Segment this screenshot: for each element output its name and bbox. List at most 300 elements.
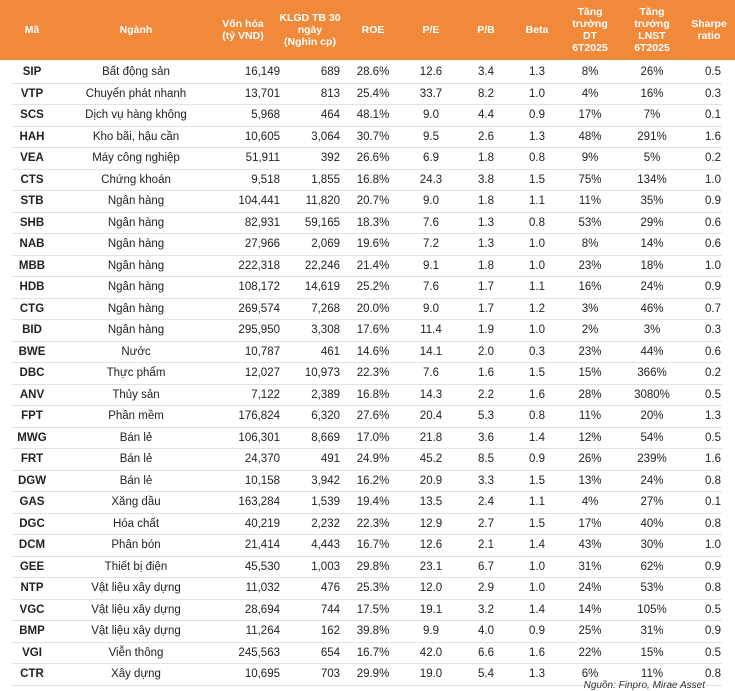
cell-tang-truong-dt: 17%: [578, 517, 602, 530]
cell-tang-truong-lnst: 30%: [640, 539, 664, 551]
cell-von-hoa: 108,172: [238, 281, 280, 293]
cell-nganh: Thực phẩm: [106, 367, 166, 379]
cell-tang-truong-lnst: 291%: [637, 130, 667, 143]
cell-klgd: 703: [320, 668, 340, 680]
cell-beta: 0.8: [529, 410, 545, 422]
cell-nganh: Ngân hàng: [107, 302, 165, 315]
cell-klgd: 11,820: [305, 195, 340, 207]
cell-nganh: Thiết bị điện: [104, 560, 168, 573]
cell-ma: BMP: [19, 625, 45, 637]
cell-tang-truong-dt: 8%: [581, 238, 599, 250]
cell-pe: 7.6: [423, 281, 439, 293]
cell-beta: 1.4: [529, 539, 545, 551]
cell-von-hoa: 176,824: [238, 410, 280, 422]
cell-von-hoa: 45,530: [244, 560, 280, 573]
cell-tang-truong-dt: 15%: [578, 367, 602, 379]
cell-von-hoa: 11,264: [245, 625, 280, 637]
cell-roe: 19.4%: [356, 496, 390, 508]
cell-ma: VEA: [20, 152, 44, 164]
cell-beta: 1.0: [529, 259, 545, 272]
cell-von-hoa: 13,701: [244, 87, 280, 100]
cell-pb: 8.2: [478, 87, 494, 100]
cell-pb: 1.6: [478, 367, 494, 379]
cell-tang-truong-lnst: 31%: [640, 625, 664, 637]
cell-von-hoa: 24,370: [244, 453, 280, 465]
header-tang-truong-dt: Tăng trưởng DT 6T2025: [572, 6, 608, 54]
cell-tang-truong-lnst: 18%: [640, 259, 664, 272]
cell-ma: STB: [20, 195, 44, 207]
cell-beta: 1.0: [529, 324, 545, 336]
cell-tang-truong-dt: 16%: [578, 281, 602, 293]
cell-tang-truong-dt: 28%: [578, 388, 602, 401]
cell-pb: 6.7: [478, 560, 494, 573]
cell-tang-truong-dt: 53%: [578, 216, 602, 229]
cell-klgd: 3,942: [311, 474, 340, 487]
cell-tang-truong-lnst: 3%: [643, 324, 661, 336]
cell-klgd: 162: [320, 625, 340, 637]
cell-sharpe: 1.0: [705, 539, 721, 551]
cell-pe: 13.5: [419, 496, 443, 508]
cell-roe: 14.6%: [356, 345, 390, 358]
cell-beta: 1.5: [529, 474, 545, 487]
cell-tang-truong-lnst: 46%: [640, 302, 664, 315]
cell-nganh: Ngân hàng: [107, 281, 165, 293]
cell-beta: 1.2: [529, 302, 545, 315]
cell-roe: 25.3%: [356, 582, 390, 594]
cell-beta: 1.0: [529, 238, 545, 250]
cell-tang-truong-lnst: 35%: [640, 195, 664, 207]
cell-pb: 3.6: [478, 431, 494, 444]
cell-nganh: Xây dựng: [111, 668, 161, 680]
cell-sharpe: 0.5: [705, 646, 721, 659]
cell-pe: 19.1: [419, 603, 443, 616]
cell-klgd: 22,246: [304, 259, 340, 272]
table-row: [12, 213, 722, 235]
table-row: [12, 320, 722, 342]
cell-pb: 2.9: [478, 582, 494, 594]
cell-beta: 0.3: [529, 345, 545, 358]
cell-tang-truong-lnst: 44%: [640, 345, 664, 358]
cell-roe: 29.8%: [356, 560, 390, 573]
cell-pe: 19.0: [419, 668, 443, 680]
cell-von-hoa: 106,301: [238, 431, 280, 444]
cell-pb: 1.8: [478, 195, 494, 207]
cell-pb: 6.6: [478, 646, 494, 659]
cell-pe: 24.3: [419, 173, 443, 186]
cell-nganh: Xăng dầu: [111, 496, 161, 508]
cell-nganh: Dịch vụ hàng không: [85, 109, 187, 121]
cell-roe: 18.3%: [356, 216, 390, 229]
cell-pb: 3.8: [478, 173, 494, 186]
cell-ma: DGC: [19, 517, 45, 530]
header-von-hoa: Vốn hóa (tỷ VND): [222, 18, 264, 42]
cell-von-hoa: 10,695: [244, 668, 280, 680]
cell-klgd: 2,389: [311, 388, 340, 401]
table-row: [12, 449, 722, 471]
cell-tang-truong-dt: 4%: [581, 496, 599, 508]
cell-klgd: 6,320: [311, 410, 340, 422]
table-row: [12, 428, 722, 450]
cell-klgd: 689: [320, 66, 340, 78]
cell-tang-truong-dt: 14%: [578, 603, 602, 616]
cell-klgd: 461: [320, 345, 340, 358]
cell-von-hoa: 163,284: [238, 496, 280, 508]
cell-beta: 0.8: [529, 216, 545, 229]
cell-sharpe: 0.2: [705, 367, 721, 379]
cell-tang-truong-lnst: 134%: [637, 173, 667, 186]
table-row: [12, 62, 722, 84]
cell-sharpe: 0.3: [705, 87, 721, 100]
cell-pe: 33.7: [419, 87, 443, 100]
cell-roe: 17.5%: [356, 603, 390, 616]
cell-beta: 1.0: [529, 560, 545, 573]
cell-beta: 1.1: [529, 496, 545, 508]
table-row: [12, 148, 722, 170]
cell-ma: BWE: [18, 345, 46, 358]
cell-pe: 9.9: [423, 625, 439, 637]
cell-nganh: Kho bãi, hậu cần: [92, 130, 180, 143]
table-row: [12, 406, 722, 428]
cell-pe: 20.4: [419, 410, 443, 422]
cell-sharpe: 0.3: [705, 324, 721, 336]
cell-sharpe: 0.2: [705, 152, 721, 164]
cell-klgd: 7,268: [311, 302, 340, 315]
cell-von-hoa: 245,563: [238, 646, 280, 659]
cell-beta: 1.3: [529, 130, 545, 143]
cell-beta: 1.5: [529, 367, 545, 379]
cell-beta: 1.0: [529, 582, 545, 594]
cell-ma: CTG: [19, 302, 45, 315]
cell-tang-truong-lnst: 62%: [640, 560, 664, 573]
table-row: [12, 621, 722, 643]
cell-roe: 20.0%: [356, 302, 390, 315]
cell-pe: 20.9: [419, 474, 443, 487]
cell-pb: 3.2: [478, 603, 494, 616]
cell-nganh: Bán lẻ: [119, 431, 153, 444]
cell-ma: VGI: [22, 646, 42, 659]
cell-pb: 1.7: [478, 281, 494, 293]
table-row: [12, 471, 722, 493]
cell-tang-truong-lnst: 105%: [637, 603, 667, 616]
table-row: [12, 363, 722, 385]
cell-roe: 20.7%: [356, 195, 390, 207]
header-tang-truong-lnst: Tăng trưởng LNST 6T2025: [634, 6, 670, 54]
table-row: [12, 105, 722, 127]
cell-tang-truong-dt: 26%: [578, 453, 602, 465]
cell-ma: BID: [22, 324, 42, 336]
cell-tang-truong-dt: 3%: [581, 302, 599, 315]
cell-roe: 22.3%: [356, 367, 390, 379]
header-nganh: Ngành: [119, 24, 153, 36]
cell-klgd: 59,165: [304, 216, 340, 229]
table-row: [12, 191, 722, 213]
cell-pe: 9.5: [423, 130, 439, 143]
table-row: [12, 299, 722, 321]
cell-pe: 45.2: [419, 453, 443, 465]
cell-klgd: 1,539: [311, 496, 340, 508]
cell-tang-truong-lnst: 53%: [640, 582, 664, 594]
cell-beta: 1.3: [529, 66, 545, 78]
cell-tang-truong-dt: 31%: [578, 560, 602, 573]
cell-sharpe: 0.9: [705, 625, 721, 637]
cell-klgd: 3,064: [311, 130, 340, 143]
cell-pb: 1.7: [478, 302, 494, 315]
cell-von-hoa: 28,694: [244, 603, 280, 616]
cell-pb: 5.4: [478, 668, 494, 680]
header-klgd: KLGD TB 30 ngày (Nghìn cp): [279, 12, 341, 48]
cell-ma: SCS: [20, 109, 44, 121]
cell-von-hoa: 40,219: [244, 517, 280, 530]
cell-beta: 1.1: [529, 281, 545, 293]
cell-roe: 17.6%: [356, 324, 390, 336]
cell-pe: 12.6: [419, 539, 443, 551]
cell-roe: 16.8%: [356, 173, 390, 186]
cell-tang-truong-dt: 11%: [578, 410, 602, 422]
cell-ma: SHB: [19, 216, 45, 229]
cell-nganh: Ngân hàng: [107, 195, 165, 207]
cell-von-hoa: 11,032: [245, 582, 280, 594]
cell-sharpe: 0.9: [705, 281, 721, 293]
cell-roe: 22.3%: [356, 517, 390, 530]
cell-ma: FPT: [21, 410, 43, 422]
cell-pb: 2.7: [478, 517, 494, 530]
cell-pe: 9.1: [423, 259, 439, 272]
header-ma: Mã: [24, 24, 40, 36]
table-row: [12, 514, 722, 536]
cell-nganh: Chứng khoán: [101, 173, 171, 186]
cell-sharpe: 0.9: [705, 560, 721, 573]
cell-ma: MWG: [17, 431, 47, 444]
cell-tang-truong-dt: 17%: [578, 109, 602, 121]
cell-nganh: Ngân hàng: [107, 259, 165, 272]
cell-pb: 3.4: [478, 66, 494, 78]
cell-beta: 1.3: [529, 668, 545, 680]
cell-ma: SIP: [22, 66, 42, 78]
cell-klgd: 392: [320, 152, 340, 164]
cell-tang-truong-lnst: 40%: [640, 517, 664, 530]
cell-klgd: 2,069: [311, 238, 340, 250]
cell-beta: 1.1: [529, 195, 545, 207]
cell-sharpe: 0.5: [705, 603, 721, 616]
header-roe: ROE: [361, 24, 385, 36]
cell-pb: 1.8: [478, 259, 494, 272]
table-row: [12, 557, 722, 579]
cell-tang-truong-dt: 11%: [578, 195, 602, 207]
cell-ma: NAB: [19, 238, 45, 250]
cell-tang-truong-lnst: 3080%: [634, 388, 670, 401]
cell-tang-truong-lnst: 16%: [640, 87, 664, 100]
cell-nganh: Ngân hàng: [107, 324, 165, 336]
cell-tang-truong-lnst: 24%: [640, 474, 664, 487]
cell-sharpe: 0.8: [705, 668, 721, 680]
cell-ma: CTS: [20, 173, 44, 186]
cell-tang-truong-lnst: 20%: [640, 410, 664, 422]
cell-pb: 1.8: [478, 152, 494, 164]
source-note: Nguồn: Finpro, Mirae Asset: [583, 680, 705, 691]
cell-tang-truong-lnst: 54%: [640, 431, 664, 444]
cell-pe: 42.0: [419, 646, 443, 659]
cell-pb: 4.4: [478, 109, 494, 121]
cell-pe: 9.0: [423, 195, 439, 207]
cell-sharpe: 1.0: [705, 173, 721, 186]
cell-nganh: Ngân hàng: [107, 238, 165, 250]
cell-ma: CTR: [20, 668, 44, 680]
cell-beta: 1.5: [529, 173, 545, 186]
cell-ma: GAS: [19, 496, 45, 508]
cell-pe: 21.8: [419, 431, 443, 444]
table-row: [12, 385, 722, 407]
cell-pb: 5.3: [478, 410, 494, 422]
cell-sharpe: 0.8: [705, 474, 721, 487]
cell-pe: 12.9: [419, 517, 443, 530]
cell-beta: 1.4: [529, 431, 545, 444]
cell-pb: 2.6: [478, 130, 494, 143]
cell-roe: 29.9%: [356, 668, 390, 680]
cell-roe: 16.7%: [356, 646, 390, 659]
cell-tang-truong-dt: 8%: [581, 66, 599, 78]
cell-pb: 2.1: [478, 539, 494, 551]
cell-pe: 9.0: [423, 109, 439, 121]
cell-beta: 1.6: [529, 388, 545, 401]
cell-tang-truong-dt: 23%: [578, 259, 602, 272]
cell-roe: 27.6%: [356, 410, 390, 422]
cell-tang-truong-dt: 25%: [578, 625, 602, 637]
cell-nganh: Nước: [121, 345, 151, 358]
cell-sharpe: 1.0: [705, 259, 721, 272]
cell-ma: NTP: [20, 582, 44, 594]
cell-roe: 19.6%: [356, 238, 390, 250]
cell-von-hoa: 10,605: [244, 130, 280, 143]
cell-roe: 16.7%: [356, 539, 390, 551]
cell-tang-truong-lnst: 7%: [643, 109, 661, 121]
cell-sharpe: 0.6: [705, 238, 721, 250]
cell-pe: 7.2: [423, 238, 439, 250]
cell-tang-truong-lnst: 239%: [637, 453, 667, 465]
cell-sharpe: 0.6: [705, 345, 721, 358]
cell-roe: 39.8%: [356, 625, 390, 637]
cell-tang-truong-dt: 48%: [578, 130, 602, 143]
cell-tang-truong-dt: 4%: [581, 87, 599, 100]
cell-nganh: Vật liệu xây dựng: [91, 603, 181, 616]
cell-pe: 12.6: [419, 66, 443, 78]
table-row: [12, 492, 722, 514]
cell-beta: 1.6: [529, 646, 545, 659]
cell-sharpe: 0.5: [705, 431, 721, 444]
cell-klgd: 2,232: [311, 517, 340, 530]
cell-ma: VTP: [20, 87, 44, 100]
cell-nganh: Thủy sản: [112, 388, 160, 401]
table-row: [12, 170, 722, 192]
cell-sharpe: 0.1: [705, 496, 721, 508]
cell-pe: 23.1: [419, 560, 443, 573]
cell-klgd: 14,619: [304, 281, 340, 293]
cell-roe: 16.8%: [356, 388, 390, 401]
cell-tang-truong-lnst: 24%: [640, 281, 664, 293]
cell-nganh: Phân bón: [111, 539, 161, 551]
cell-ma: FRT: [20, 453, 44, 465]
cell-tang-truong-lnst: 5%: [643, 152, 661, 164]
cell-pe: 12.0: [419, 582, 443, 594]
cell-sharpe: 0.8: [705, 517, 721, 530]
cell-klgd: 744: [320, 603, 340, 616]
cell-von-hoa: 104,441: [238, 195, 280, 207]
table-row: [12, 234, 722, 256]
cell-tang-truong-dt: 43%: [578, 539, 602, 551]
cell-beta: 0.9: [529, 453, 545, 465]
cell-nganh: Ngân hàng: [107, 216, 165, 229]
table-row: [12, 256, 722, 278]
cell-klgd: 491: [320, 453, 340, 465]
cell-ma: ANV: [19, 388, 45, 401]
cell-tang-truong-dt: 23%: [578, 345, 602, 358]
cell-ma: HAH: [19, 130, 45, 143]
cell-klgd: 464: [320, 109, 340, 121]
cell-tang-truong-dt: 12%: [578, 431, 602, 444]
cell-pe: 11.4: [420, 324, 442, 336]
cell-tang-truong-dt: 2%: [581, 324, 599, 336]
cell-sharpe: 0.8: [705, 582, 721, 594]
cell-klgd: 1,855: [311, 173, 340, 186]
cell-tang-truong-lnst: 27%: [640, 496, 664, 508]
table-row: [12, 535, 722, 557]
cell-pe: 9.0: [423, 302, 439, 315]
cell-roe: 16.2%: [356, 474, 390, 487]
cell-roe: 17.0%: [356, 431, 390, 444]
cell-sharpe: 0.6: [705, 216, 721, 229]
cell-klgd: 476: [320, 582, 340, 594]
cell-von-hoa: 5,968: [251, 109, 280, 121]
cell-ma: HDB: [19, 281, 45, 293]
table-row: [12, 578, 722, 600]
cell-tang-truong-lnst: 11%: [640, 668, 664, 680]
cell-tang-truong-dt: 24%: [578, 582, 602, 594]
cell-von-hoa: 10,787: [244, 345, 280, 358]
cell-beta: 1.0: [529, 87, 545, 100]
cell-roe: 48.1%: [356, 109, 390, 121]
cell-roe: 28.6%: [356, 66, 390, 78]
table-row: [12, 277, 722, 299]
cell-klgd: 10,973: [304, 367, 340, 379]
cell-sharpe: 0.5: [705, 66, 721, 78]
cell-nganh: Viễn thông: [108, 646, 164, 659]
cell-ma: DCM: [18, 539, 46, 551]
cell-pb: 2.2: [478, 388, 494, 401]
cell-roe: 30.7%: [356, 130, 390, 143]
cell-ma: GEE: [19, 560, 45, 573]
cell-tang-truong-dt: 13%: [578, 474, 602, 487]
cell-tang-truong-dt: 22%: [578, 646, 602, 659]
cell-pe: 14.3: [419, 388, 443, 401]
cell-klgd: 4,443: [311, 539, 340, 551]
cell-nganh: Vật liệu xây dựng: [91, 625, 181, 637]
cell-von-hoa: 10,158: [244, 474, 280, 487]
cell-von-hoa: 27,966: [244, 238, 280, 250]
cell-sharpe: 0.1: [705, 109, 721, 121]
cell-pb: 3.3: [478, 474, 494, 487]
cell-nganh: Vật liệu xây dựng: [91, 582, 181, 594]
cell-pb: 1.9: [478, 324, 494, 336]
cell-von-hoa: 222,318: [238, 259, 280, 272]
cell-tang-truong-lnst: 26%: [640, 66, 664, 78]
header-pb: P/B: [477, 24, 495, 36]
cell-tang-truong-lnst: 29%: [640, 216, 664, 229]
cell-von-hoa: 12,027: [244, 367, 280, 379]
cell-pb: 2.4: [478, 496, 494, 508]
cell-pe: 7.6: [423, 367, 439, 379]
table-row: [12, 600, 722, 622]
cell-roe: 26.6%: [356, 152, 390, 164]
cell-von-hoa: 295,950: [238, 324, 280, 336]
